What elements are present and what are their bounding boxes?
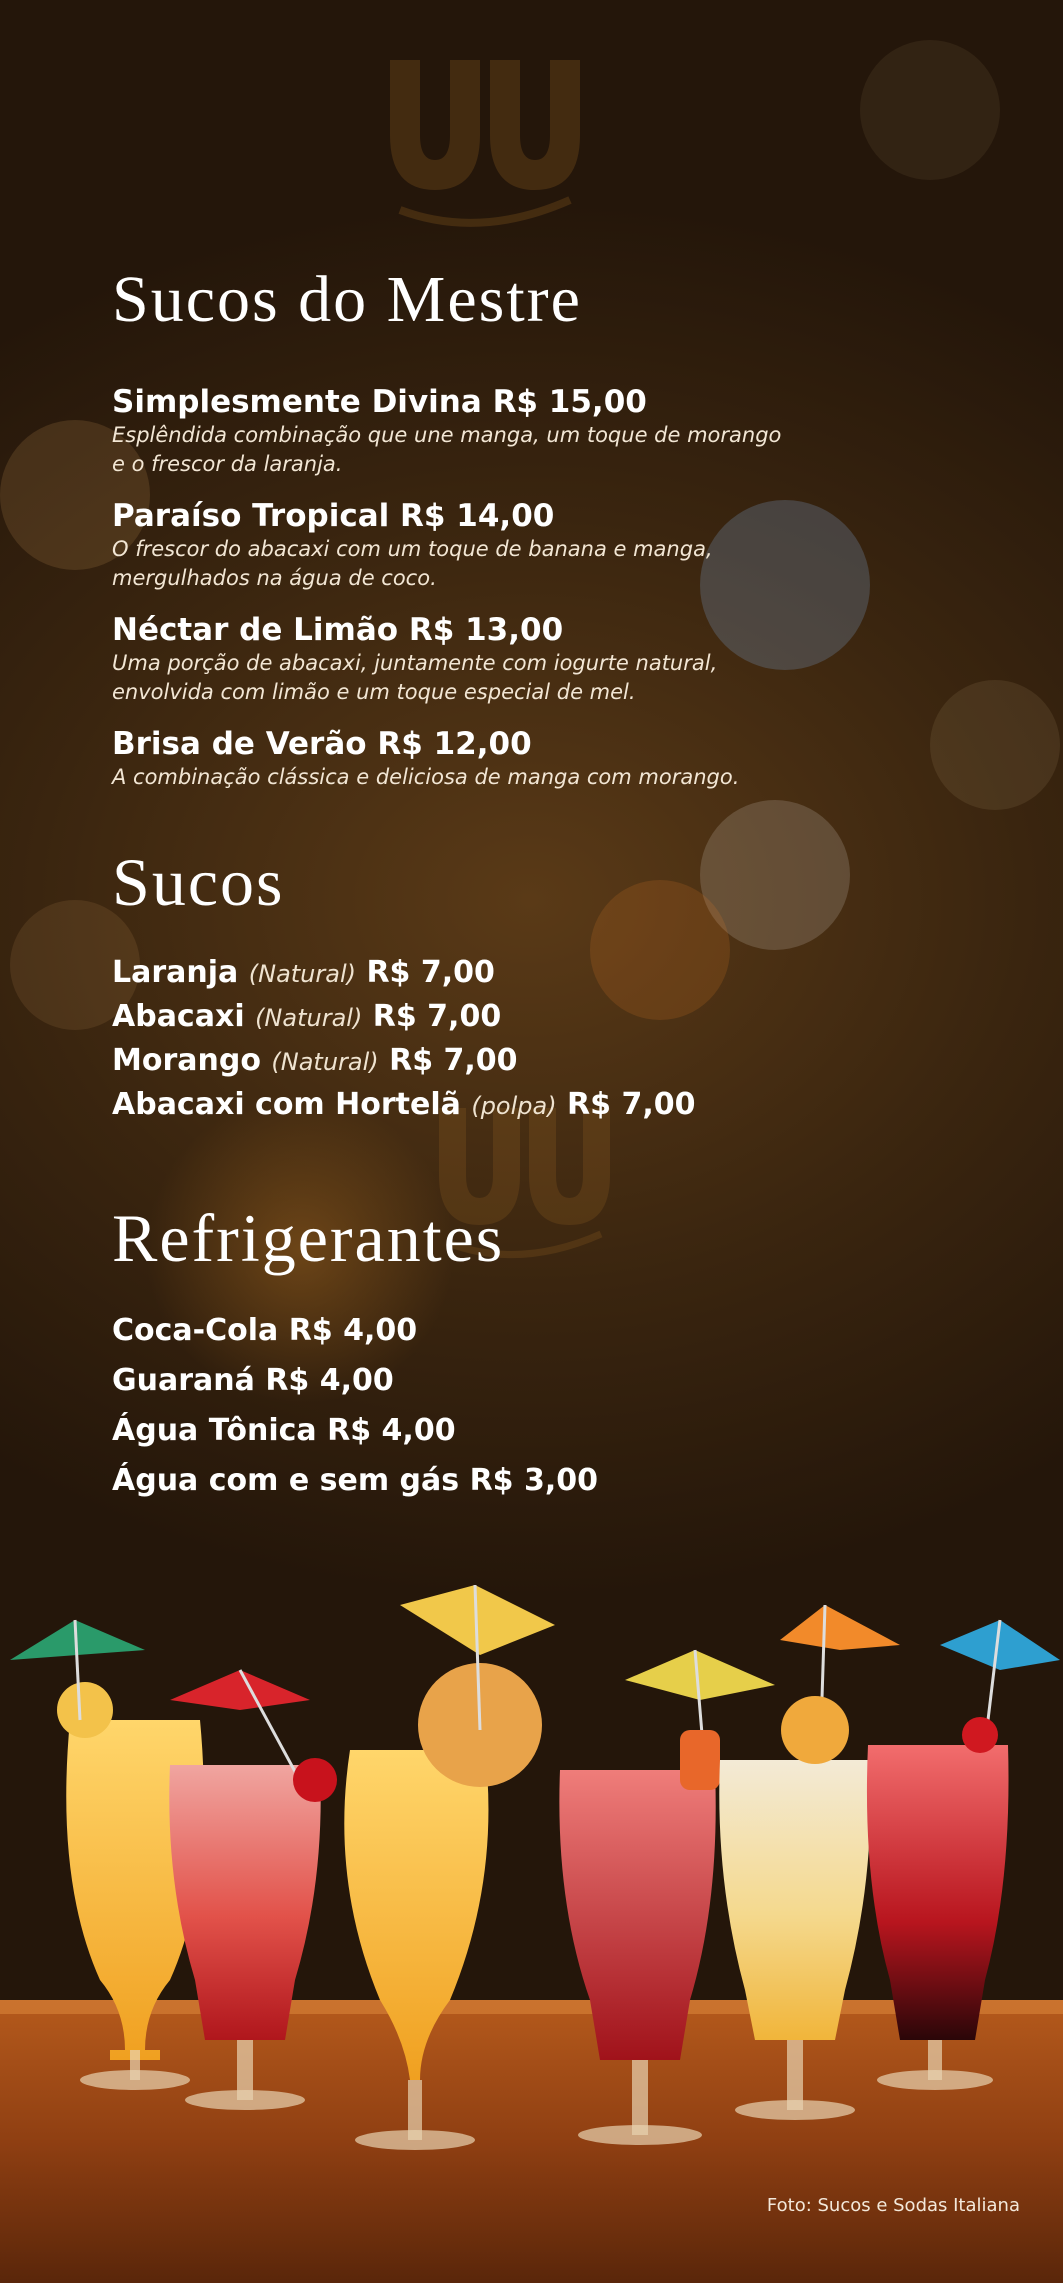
item-price: R$ 4,00 xyxy=(327,1413,456,1448)
item-name: Brisa de Verão xyxy=(112,726,367,762)
menu-item xyxy=(112,1087,695,1122)
item-name: Água Tônica xyxy=(112,1413,317,1448)
item-name: Abacaxi xyxy=(112,999,245,1034)
item-tag: (Natural) xyxy=(248,960,356,988)
item-description xyxy=(112,421,832,479)
item-name: Simplesmente Divina xyxy=(112,384,482,420)
bokeh-light xyxy=(590,880,730,1020)
bokeh-light xyxy=(930,680,1060,810)
item-name: Laranja xyxy=(112,955,239,990)
item-name: Guaraná xyxy=(112,1363,255,1398)
watermark-logo-icon xyxy=(370,40,590,240)
menu-item xyxy=(112,1043,518,1078)
item-tag: (polpa) xyxy=(471,1092,557,1120)
item-desc-line: mergulhados na água de coco. xyxy=(112,566,437,590)
item-name: Néctar de Limão xyxy=(112,612,399,648)
item-description xyxy=(112,535,832,593)
item-price: R$ 7,00 xyxy=(366,955,495,990)
item-description xyxy=(112,649,832,707)
item-desc-line: O frescor do abacaxi com um toque de banana e manga, xyxy=(112,537,713,561)
item-tag: (Natural) xyxy=(271,1048,379,1076)
item-description xyxy=(112,763,832,792)
item-price: R$ 4,00 xyxy=(265,1363,394,1398)
item-price: R$ 7,00 xyxy=(372,999,502,1034)
item-price: R$ 7,00 xyxy=(567,1087,696,1122)
menu-item xyxy=(112,955,495,990)
menu-item xyxy=(112,1413,456,1448)
item-name-line xyxy=(112,497,832,535)
item-price: R$ 14,00 xyxy=(400,498,555,534)
section-title-sucos: Sucos xyxy=(112,844,285,920)
item-price: R$ 7,00 xyxy=(389,1043,518,1078)
item-price: R$ 13,00 xyxy=(408,612,564,648)
menu-item xyxy=(112,725,832,792)
item-desc-line: envolvida com limão e um toque especial de mel. xyxy=(112,680,636,704)
item-name-line xyxy=(112,383,832,421)
item-price: R$ 4,00 xyxy=(288,1313,418,1348)
bokeh-light xyxy=(860,40,1000,180)
section-title-sucos-do-mestre: Sucos do Mestre xyxy=(112,263,582,336)
item-name: Água com e sem gás xyxy=(112,1463,460,1498)
item-desc-line: e o frescor da laranja. xyxy=(112,452,343,476)
item-price: R$ 15,00 xyxy=(492,384,647,420)
menu-item xyxy=(112,383,832,479)
item-name-line xyxy=(112,725,832,763)
bokeh-light xyxy=(700,800,850,950)
menu-item xyxy=(112,1463,598,1498)
item-name: Abacaxi com Hortelã xyxy=(112,1087,461,1122)
item-desc-line: Esplêndida combinação que une manga, um toque de morango xyxy=(112,423,782,447)
menu-item xyxy=(112,1363,394,1398)
item-desc-line: A combinação clássica e deliciosa de manga com morango. xyxy=(112,765,740,789)
menu-item xyxy=(112,611,832,707)
photo-credit: Foto: Sucos e Sodas Italiana xyxy=(766,2195,1020,2216)
drinks-photo xyxy=(0,1580,1063,2283)
item-name: Coca-Cola xyxy=(112,1313,279,1348)
menu-item xyxy=(112,497,832,593)
item-desc-line: Uma porção de abacaxi, juntamente com iogurte natural, xyxy=(112,651,718,675)
section-title-refrigerantes: Refrigerantes xyxy=(112,1200,505,1276)
item-name: Paraíso Tropical xyxy=(112,498,390,534)
menu-item xyxy=(112,999,501,1034)
item-price: R$ 3,00 xyxy=(469,1463,598,1498)
item-price: R$ 12,00 xyxy=(377,726,532,762)
item-tag: (Natural) xyxy=(255,1004,363,1032)
item-name-line xyxy=(112,611,832,649)
menu-item xyxy=(112,1313,417,1348)
item-name: Morango xyxy=(112,1043,261,1078)
